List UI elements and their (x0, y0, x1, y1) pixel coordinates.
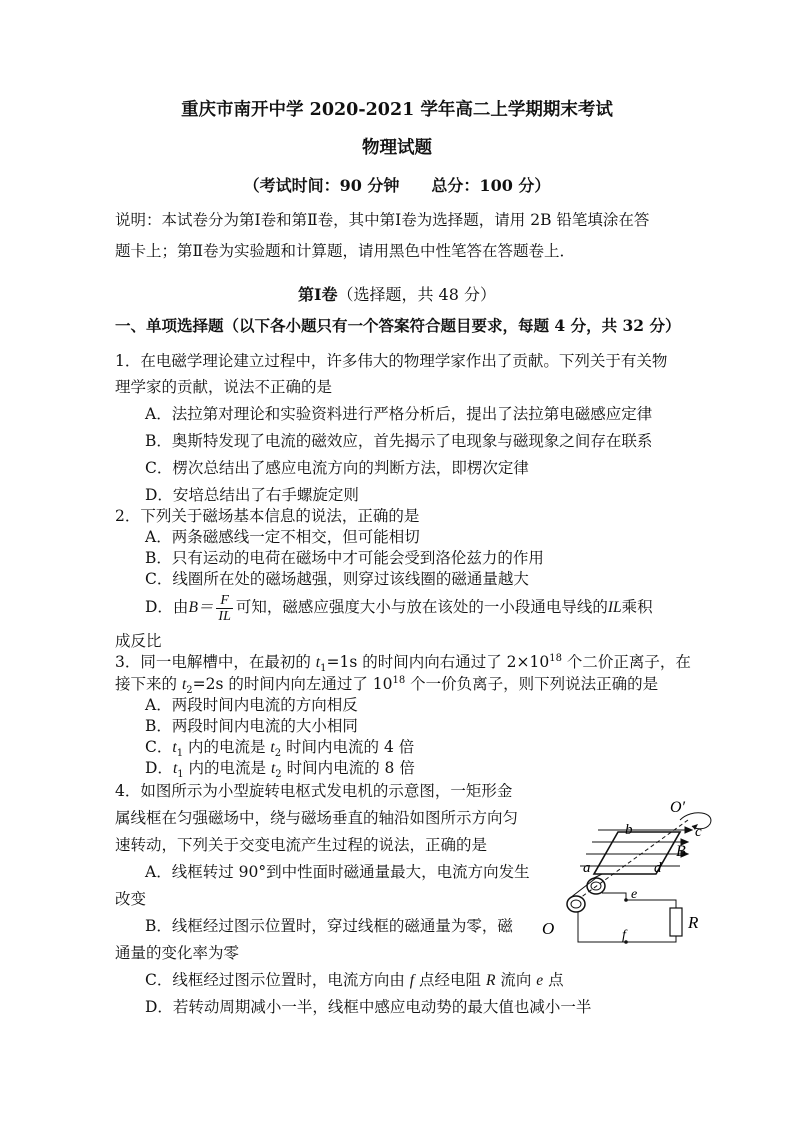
q3-d-mid: 内的电流是 (183, 759, 271, 777)
slip-ring (567, 896, 585, 912)
q4-option-b-line1: B．线框经过图示位置时，穿过线框的磁通量为零，磁 (145, 917, 513, 935)
q3-c-v2: t (270, 739, 275, 756)
q2-option-c: C．线圈所在处的磁场越强，则穿过该线圈的磁通量越大 (145, 570, 529, 588)
part-title: 一、单项选择题（以下各小题只有一个答案符合题目要求，每题 4 分，共 32 分） (115, 316, 681, 335)
label-b: b (625, 822, 633, 838)
q4-option-a-line1: A．线框转过 90°到中性面时磁通量最大，电流方向发生 (145, 863, 530, 881)
q3-d-s2: 2 (275, 769, 282, 781)
q3-d-post: 时间内电流的 8 倍 (281, 759, 415, 777)
q4-c-post: 点 (543, 971, 564, 989)
q2-d-middle: 可知，磁感应强度大小与放在该处的一小段通电导线的 (235, 598, 608, 616)
q3-c-pre: C． (145, 738, 173, 756)
circuit-wire-top (602, 893, 676, 914)
q3-stem-line2 (115, 674, 658, 695)
label-o-prime: O′ (670, 799, 686, 816)
q3-option-d (145, 758, 415, 779)
q4-c-pre: C．线框经过图示位置时，电流方向由 (145, 971, 410, 989)
q3-c-v1: t (172, 739, 177, 756)
q3-c-s1: 1 (176, 748, 184, 760)
q4-stem-line3: 速转动，下列关于交变电流产生过程的说法，正确的是 (115, 836, 488, 854)
q3-s2-a: 接下来的 (115, 675, 182, 693)
q3-s1-sub: 1 (320, 663, 327, 675)
q3-d-v2: t (270, 760, 276, 777)
q4-stem-line2: 属线框在匀强磁场中，绕与磁场垂直的轴沿如图所示方向匀 (115, 809, 519, 827)
section-heading (0, 285, 794, 305)
slip-ring-inner (571, 900, 581, 908)
q3-d-pre: D． (145, 759, 173, 777)
q2-d-frac-numerator: F (216, 593, 232, 609)
q1-option-a: A．法拉第对理论和实验资料进行严格分析后，提出了法拉第电磁感应定律 (145, 405, 653, 423)
q4-stem-line1: 4．如图所示为小型旋转电枢式发电机的示意图，一矩形金 (115, 782, 513, 800)
section-heading-rest: （选择题，共 48 分） (337, 285, 497, 304)
q1-option-d: D．安培总结出了右手螺旋定则 (145, 486, 359, 504)
q4-c-r: R (485, 972, 496, 989)
exam-subtitle: 物理试题 (362, 138, 432, 158)
q2-d-frac-denominator: IL (218, 608, 231, 624)
q2-d-suffix: 乘积 (621, 598, 653, 616)
circuit-wire-bottom (578, 912, 676, 942)
coil-frame (594, 832, 680, 874)
q2-option-d (145, 590, 653, 625)
q3-s1-b: =1s 的时间内向右通过了 2×10 (326, 653, 550, 671)
q3-s2-sup: 18 (392, 674, 406, 686)
q3-c-s2: 2 (274, 748, 282, 760)
label-f: f (622, 928, 626, 943)
q4-c-mid: 点经电阻 (414, 971, 486, 989)
generator-diagram (530, 790, 720, 950)
q3-option-c (145, 737, 414, 758)
section-heading-bold: 第Ⅰ卷 (297, 285, 338, 304)
exam-info: （考试时间：90 分钟 总分：100 分） (243, 176, 551, 195)
q3-option-b: B．两段时间内电流的大小相同 (145, 717, 358, 735)
q3-stem-line1 (115, 652, 691, 673)
q4-option-d: D．若转动周期减小一半，线框中感应电动势的最大值也减小一半 (145, 998, 592, 1016)
arrow-head (685, 827, 692, 833)
label-a: a (583, 860, 591, 876)
q3-c-post: 时间内电流的 4 倍 (281, 738, 415, 756)
q3-s2-b: =2s 的时间内向左通过了 10 (192, 675, 393, 693)
q4-c-mid2: 流向 (495, 971, 537, 989)
q4-option-a-line2: 改变 (115, 890, 147, 908)
q3-s1-a: 3．同一电解槽中，在最初的 (115, 653, 316, 671)
q1-stem-line2: 理学家的贡献，说法不正确的是 (115, 378, 333, 396)
q3-c-mid: 内的电流是 (183, 738, 271, 756)
label-e: e (631, 887, 638, 902)
label-c: c (695, 824, 702, 840)
label-d: d (654, 860, 662, 876)
q1-option-b: B．奥斯特发现了电流的磁效应，首先揭示了电现象与磁现象之间存在联系 (145, 432, 653, 450)
point-e (624, 898, 628, 902)
label-field-b: B (676, 843, 686, 860)
note-line-1: 说明：本试卷分为第Ⅰ卷和第Ⅱ卷，其中第Ⅰ卷为选择题，请用 2B 铅笔填涂在答 (115, 211, 650, 229)
q4-c-e: e (536, 972, 544, 989)
q3-d-v1: t (172, 760, 178, 777)
q3-s1-sup: 18 (549, 652, 562, 664)
q3-d-s1: 1 (177, 769, 184, 781)
q2-stem: 2．下列关于磁场基本信息的说法，正确的是 (115, 507, 420, 525)
coil-lead (570, 878, 596, 898)
note-line-2: 题卡上；第Ⅱ卷为实验题和计算题，请用黑色中性笔答在答题卷上． (115, 242, 576, 260)
exam-title: 重庆市南开中学 2020-2021 学年高二上学期期末考试 (181, 100, 613, 120)
q3-s1-var: t (315, 654, 321, 671)
q2-d-fraction (216, 593, 232, 624)
q2-option-b: B．只有运动的电荷在磁场中才可能会受到洛伦兹力的作用 (145, 549, 544, 567)
q2-d-prefix: D．由 (145, 598, 189, 616)
q3-s1-c: 个二价正离子，在 (561, 653, 691, 671)
q2-d-variable: IL (607, 599, 622, 616)
q3-s2-c: 个一价负离子，则下列说法正确的是 (405, 675, 659, 693)
q1-option-c: C．楞次总结出了感应电流方向的判断方法，即楞次定律 (145, 459, 529, 477)
q2-option-a: A．两条磁感线一定不相交，但可能相切 (145, 528, 420, 546)
label-o: O (542, 919, 555, 938)
q4-option-c (145, 970, 564, 991)
q3-option-a: A．两段时间内电流的方向相反 (145, 696, 358, 714)
q2-option-d-cont: 成反比 (115, 632, 162, 650)
label-r: R (688, 913, 699, 932)
q3-s2-sub: 2 (186, 685, 193, 697)
q1-stem-line1: 1．在电磁学理论建立过程中，许多伟大的物理学家作出了贡献。下列关于有关物 (115, 352, 668, 370)
q3-s2-var: t (181, 676, 187, 693)
q4-c-f: f (409, 972, 415, 989)
resistor-r (670, 908, 682, 936)
q4-option-b-line2: 通量的变化率为零 (115, 944, 240, 962)
q2-d-formula-lhs: B＝ (188, 599, 214, 616)
